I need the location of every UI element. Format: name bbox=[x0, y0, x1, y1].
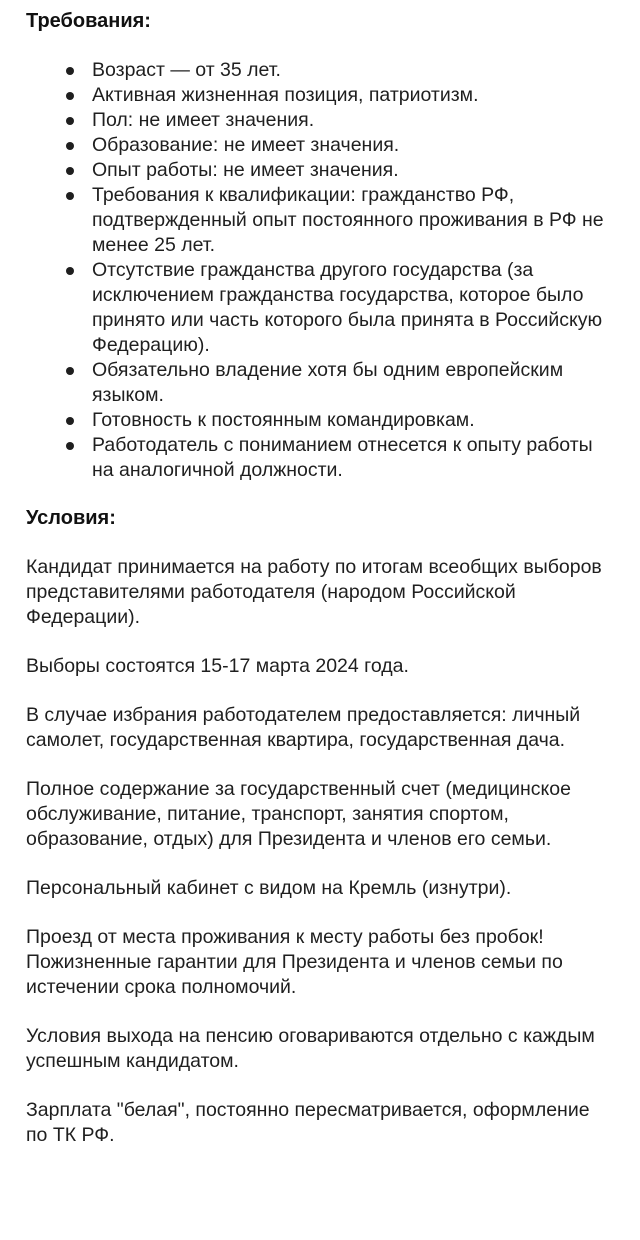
list-item bbox=[66, 83, 614, 108]
conditions-paragraph: Проезд от места проживания к месту работы без пробок! Пожизненные гарантии для Президента и членов семьи по истечении срока полномочий. bbox=[26, 926, 563, 998]
list-item bbox=[66, 258, 614, 358]
list-item-text: Обязательно владение хотя бы одним европейским языком. bbox=[92, 359, 564, 406]
list-item bbox=[66, 133, 614, 158]
bullet-icon bbox=[66, 367, 74, 375]
bullet-icon bbox=[66, 167, 74, 175]
requirements-list bbox=[26, 58, 614, 483]
conditions-paragraph: Зарплата "белая", постоянно пересматривается, оформление по ТК РФ. bbox=[26, 1099, 590, 1146]
bullet-icon bbox=[66, 92, 74, 100]
requirements-heading: Требования: bbox=[26, 10, 151, 32]
conditions-paragraph: Персональный кабинет с видом на Кремль (изнутри). bbox=[26, 877, 512, 899]
list-item bbox=[66, 158, 614, 183]
list-item-text: Работодатель с пониманием отнесется к опыту работы на аналогичной должности. bbox=[92, 434, 593, 481]
conditions-paragraph: Условия выхода на пенсию оговариваются отдельно с каждым успешным кандидатом. bbox=[26, 1025, 595, 1072]
conditions-paragraph: Кандидат принимается на работу по итогам всеобщих выборов представителями работодателя (народом Российской Федерации). bbox=[26, 556, 602, 628]
list-item bbox=[66, 433, 614, 483]
list-item bbox=[66, 108, 614, 133]
list-item bbox=[66, 408, 614, 433]
list-item-text: Активная жизненная позиция, патриотизм. bbox=[92, 84, 479, 106]
list-item-text: Опыт работы: не имеет значения. bbox=[92, 159, 399, 181]
list-item bbox=[66, 58, 614, 83]
bullet-icon bbox=[66, 417, 74, 425]
list-item bbox=[66, 183, 614, 258]
bullet-icon bbox=[66, 67, 74, 75]
conditions-paragraph: В случае избрания работодателем предоставляется: личный самолет, государственная квартира, государственная дача. bbox=[26, 704, 581, 751]
list-item-text: Готовность к постоянным командировкам. bbox=[92, 409, 475, 431]
conditions-heading: Условия: bbox=[26, 507, 116, 529]
bullet-icon bbox=[66, 442, 74, 450]
conditions-paragraph: Полное содержание за государственный счет (медицинское обслуживание, питание, транспорт, занятия спортом, образование, отдых) для Президента и членов его семьи. bbox=[26, 778, 571, 850]
bullet-icon bbox=[66, 267, 74, 275]
bullet-icon bbox=[66, 192, 74, 200]
conditions-paragraph: Выборы состоятся 15-17 марта 2024 года. bbox=[26, 655, 409, 677]
list-item-text: Пол: не имеет значения. bbox=[92, 109, 315, 131]
bullet-icon bbox=[66, 142, 74, 150]
list-item-text: Возраст — от 35 лет. bbox=[92, 59, 281, 81]
list-item-text: Требования к квалификации: гражданство РФ, подтвержденный опыт постоянного проживания в РФ не менее 25 лет. bbox=[92, 184, 604, 256]
list-item-text: Отсутствие гражданства другого государства (за исключением гражданства государства, которое было принято или часть которого была принята в Российскую Федерацию). bbox=[92, 259, 603, 356]
bullet-icon bbox=[66, 117, 74, 125]
list-item-text: Образование: не имеет значения. bbox=[92, 134, 400, 156]
list-item bbox=[66, 358, 614, 408]
